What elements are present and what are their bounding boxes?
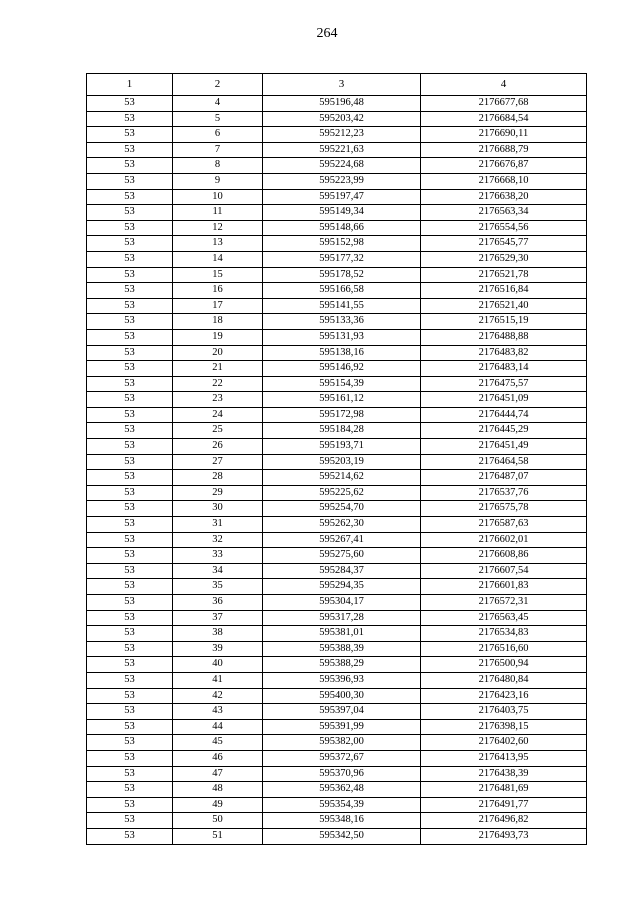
table-cell-col2: 8 xyxy=(173,158,263,174)
table-cell-col1: 53 xyxy=(87,407,173,423)
table-cell-col2: 26 xyxy=(173,439,263,455)
table-row xyxy=(87,376,587,392)
table-cell-col2: 46 xyxy=(173,750,263,766)
table-cell-col1: 53 xyxy=(87,267,173,283)
table-cell-col3: 595223,99 xyxy=(263,173,421,189)
table-cell-col3: 595397,04 xyxy=(263,704,421,720)
table-cell-col2: 6 xyxy=(173,127,263,143)
table-body xyxy=(87,96,587,845)
table-cell-col2: 22 xyxy=(173,376,263,392)
table-cell-col1: 53 xyxy=(87,766,173,782)
table-row xyxy=(87,392,587,408)
table-row xyxy=(87,454,587,470)
table-cell-col3: 595146,92 xyxy=(263,361,421,377)
table-cell-col1: 53 xyxy=(87,173,173,189)
table-cell-col4: 2176537,76 xyxy=(421,485,587,501)
table-cell-col1: 53 xyxy=(87,485,173,501)
table-cell-col2: 48 xyxy=(173,782,263,798)
table-cell-col4: 2176587,63 xyxy=(421,517,587,533)
table-row xyxy=(87,610,587,626)
table-cell-col2: 40 xyxy=(173,657,263,673)
table-cell-col4: 2176483,14 xyxy=(421,361,587,377)
table-cell-col4: 2176444,74 xyxy=(421,407,587,423)
table-cell-col4: 2176638,20 xyxy=(421,189,587,205)
table-cell-col4: 2176608,86 xyxy=(421,548,587,564)
table-cell-col4: 2176529,30 xyxy=(421,251,587,267)
table-cell-col4: 2176451,09 xyxy=(421,392,587,408)
table-cell-col3: 595166,58 xyxy=(263,283,421,299)
table-cell-col4: 2176488,88 xyxy=(421,329,587,345)
table-cell-col1: 53 xyxy=(87,797,173,813)
table-cell-col3: 595400,30 xyxy=(263,688,421,704)
table-cell-col2: 5 xyxy=(173,111,263,127)
table-cell-col4: 2176483,82 xyxy=(421,345,587,361)
table-cell-col2: 19 xyxy=(173,329,263,345)
table-cell-col4: 2176575,78 xyxy=(421,501,587,517)
table-cell-col2: 4 xyxy=(173,96,263,112)
table-cell-col2: 37 xyxy=(173,610,263,626)
table-row xyxy=(87,532,587,548)
table-cell-col2: 32 xyxy=(173,532,263,548)
table-cell-col2: 28 xyxy=(173,470,263,486)
table-cell-col2: 31 xyxy=(173,517,263,533)
table-cell-col2: 44 xyxy=(173,719,263,735)
table-cell-col2: 20 xyxy=(173,345,263,361)
table-cell-col3: 595177,32 xyxy=(263,251,421,267)
table-cell-col2: 43 xyxy=(173,704,263,720)
table-cell-col2: 42 xyxy=(173,688,263,704)
table-cell-col4: 2176690,11 xyxy=(421,127,587,143)
table-cell-col3: 595396,93 xyxy=(263,672,421,688)
table-row xyxy=(87,828,587,844)
table-cell-col3: 595214,62 xyxy=(263,470,421,486)
table-cell-col3: 595275,60 xyxy=(263,548,421,564)
table-cell-col1: 53 xyxy=(87,563,173,579)
table-cell-col4: 2176451,49 xyxy=(421,439,587,455)
table-cell-col1: 53 xyxy=(87,142,173,158)
table-cell-col3: 595225,62 xyxy=(263,485,421,501)
table-row xyxy=(87,236,587,252)
table-row xyxy=(87,563,587,579)
table-cell-col3: 595184,28 xyxy=(263,423,421,439)
table-cell-col3: 595224,68 xyxy=(263,158,421,174)
table-cell-col2: 34 xyxy=(173,563,263,579)
table-cell-col4: 2176572,31 xyxy=(421,595,587,611)
table-cell-col4: 2176534,83 xyxy=(421,626,587,642)
table-cell-col2: 45 xyxy=(173,735,263,751)
table-cell-col3: 595284,37 xyxy=(263,563,421,579)
table-cell-col1: 53 xyxy=(87,454,173,470)
table-cell-col4: 2176601,83 xyxy=(421,579,587,595)
table-cell-col3: 595141,55 xyxy=(263,298,421,314)
table-cell-col2: 16 xyxy=(173,283,263,299)
table-row xyxy=(87,111,587,127)
table-row xyxy=(87,595,587,611)
table-cell-col2: 14 xyxy=(173,251,263,267)
table-cell-col4: 2176413,95 xyxy=(421,750,587,766)
table-cell-col3: 595197,47 xyxy=(263,189,421,205)
table-cell-col3: 595262,30 xyxy=(263,517,421,533)
table-cell-col1: 53 xyxy=(87,782,173,798)
table-cell-col1: 53 xyxy=(87,735,173,751)
table-cell-col2: 10 xyxy=(173,189,263,205)
table-cell-col4: 2176668,10 xyxy=(421,173,587,189)
table-cell-col4: 2176398,15 xyxy=(421,719,587,735)
table-row xyxy=(87,688,587,704)
table-cell-col3: 595381,01 xyxy=(263,626,421,642)
table-cell-col3: 595138,16 xyxy=(263,345,421,361)
table-cell-col4: 2176545,77 xyxy=(421,236,587,252)
table-cell-col1: 53 xyxy=(87,641,173,657)
table-cell-col4: 2176496,82 xyxy=(421,813,587,829)
table-cell-col2: 39 xyxy=(173,641,263,657)
table-cell-col1: 53 xyxy=(87,657,173,673)
table-cell-col4: 2176423,16 xyxy=(421,688,587,704)
table-cell-col4: 2176521,40 xyxy=(421,298,587,314)
table-cell-col3: 595148,66 xyxy=(263,220,421,236)
table-cell-col2: 17 xyxy=(173,298,263,314)
table-cell-col3: 595178,52 xyxy=(263,267,421,283)
table-cell-col3: 595294,35 xyxy=(263,579,421,595)
table-cell-col2: 9 xyxy=(173,173,263,189)
table-cell-col1: 53 xyxy=(87,96,173,112)
table-cell-col4: 2176402,60 xyxy=(421,735,587,751)
table-row xyxy=(87,797,587,813)
table-cell-col4: 2176481,69 xyxy=(421,782,587,798)
table-row xyxy=(87,672,587,688)
table-cell-col3: 595391,99 xyxy=(263,719,421,735)
table-row xyxy=(87,439,587,455)
table-cell-col4: 2176563,34 xyxy=(421,205,587,221)
table-cell-col3: 595212,23 xyxy=(263,127,421,143)
table-cell-col2: 24 xyxy=(173,407,263,423)
table-cell-col1: 53 xyxy=(87,532,173,548)
table-row xyxy=(87,173,587,189)
table-cell-col3: 595149,34 xyxy=(263,205,421,221)
table-row xyxy=(87,735,587,751)
table-row xyxy=(87,361,587,377)
table-cell-col3: 595254,70 xyxy=(263,501,421,517)
header-cell-col1: 1 xyxy=(87,74,173,96)
table-cell-col1: 53 xyxy=(87,158,173,174)
table-cell-col3: 595267,41 xyxy=(263,532,421,548)
table-cell-col1: 53 xyxy=(87,501,173,517)
table-cell-col4: 2176403,75 xyxy=(421,704,587,720)
table-row xyxy=(87,329,587,345)
table-cell-col4: 2176688,79 xyxy=(421,142,587,158)
table-cell-col3: 595370,96 xyxy=(263,766,421,782)
table-cell-col3: 595388,39 xyxy=(263,641,421,657)
table-cell-col1: 53 xyxy=(87,595,173,611)
table-cell-col2: 21 xyxy=(173,361,263,377)
table-cell-col3: 595203,19 xyxy=(263,454,421,470)
table-cell-col3: 595354,39 xyxy=(263,797,421,813)
table-cell-col1: 53 xyxy=(87,127,173,143)
table-row xyxy=(87,205,587,221)
coordinates-table xyxy=(86,73,587,845)
table-cell-col4: 2176438,39 xyxy=(421,766,587,782)
table-cell-col4: 2176500,94 xyxy=(421,657,587,673)
table-row xyxy=(87,641,587,657)
table-cell-col1: 53 xyxy=(87,189,173,205)
table-cell-col2: 36 xyxy=(173,595,263,611)
table-cell-col1: 53 xyxy=(87,111,173,127)
table-cell-col3: 595388,29 xyxy=(263,657,421,673)
table-row xyxy=(87,766,587,782)
table-cell-col1: 53 xyxy=(87,376,173,392)
header-row xyxy=(87,74,587,96)
table-cell-col4: 2176516,60 xyxy=(421,641,587,657)
table-cell-col3: 595362,48 xyxy=(263,782,421,798)
table-cell-col1: 53 xyxy=(87,470,173,486)
table-row xyxy=(87,142,587,158)
table-cell-col3: 595152,98 xyxy=(263,236,421,252)
table-cell-col1: 53 xyxy=(87,283,173,299)
table-row xyxy=(87,267,587,283)
table-cell-col4: 2176563,45 xyxy=(421,610,587,626)
table-cell-col2: 33 xyxy=(173,548,263,564)
table-cell-col2: 27 xyxy=(173,454,263,470)
table-cell-col1: 53 xyxy=(87,517,173,533)
table-cell-col1: 53 xyxy=(87,750,173,766)
table-cell-col4: 2176554,56 xyxy=(421,220,587,236)
table-cell-col1: 53 xyxy=(87,205,173,221)
table-row xyxy=(87,470,587,486)
table-cell-col1: 53 xyxy=(87,579,173,595)
table-cell-col2: 25 xyxy=(173,423,263,439)
table-cell-col2: 38 xyxy=(173,626,263,642)
table-row xyxy=(87,813,587,829)
table-row xyxy=(87,127,587,143)
table-cell-col3: 595131,93 xyxy=(263,329,421,345)
table-cell-col3: 595133,36 xyxy=(263,314,421,330)
table-cell-col1: 53 xyxy=(87,345,173,361)
table-cell-col2: 23 xyxy=(173,392,263,408)
table-cell-col1: 53 xyxy=(87,439,173,455)
page-number: 264 xyxy=(316,26,338,41)
table-cell-col4: 2176521,78 xyxy=(421,267,587,283)
table-row xyxy=(87,283,587,299)
table-cell-col4: 2176684,54 xyxy=(421,111,587,127)
table-cell-col3: 595342,50 xyxy=(263,828,421,844)
table-cell-col2: 49 xyxy=(173,797,263,813)
table-cell-col3: 595203,42 xyxy=(263,111,421,127)
table-row xyxy=(87,345,587,361)
table-cell-col3: 595382,00 xyxy=(263,735,421,751)
table-cell-col3: 595348,16 xyxy=(263,813,421,829)
table-row xyxy=(87,314,587,330)
table-cell-col3: 595172,98 xyxy=(263,407,421,423)
table-cell-col2: 51 xyxy=(173,828,263,844)
table-cell-col3: 595193,71 xyxy=(263,439,421,455)
table-row xyxy=(87,220,587,236)
table-cell-col4: 2176677,68 xyxy=(421,96,587,112)
table-cell-col2: 7 xyxy=(173,142,263,158)
table-cell-col4: 2176475,57 xyxy=(421,376,587,392)
table-cell-col3: 595196,48 xyxy=(263,96,421,112)
table-row xyxy=(87,407,587,423)
table-row xyxy=(87,189,587,205)
table-cell-col4: 2176676,87 xyxy=(421,158,587,174)
table-row xyxy=(87,750,587,766)
table-cell-col1: 53 xyxy=(87,828,173,844)
table-cell-col2: 30 xyxy=(173,501,263,517)
table-row xyxy=(87,96,587,112)
table-cell-col4: 2176491,77 xyxy=(421,797,587,813)
table-row xyxy=(87,626,587,642)
table-cell-col1: 53 xyxy=(87,626,173,642)
table-cell-col2: 41 xyxy=(173,672,263,688)
table-cell-col1: 53 xyxy=(87,220,173,236)
table-row xyxy=(87,501,587,517)
table-cell-col2: 15 xyxy=(173,267,263,283)
header-cell-col4: 4 xyxy=(421,74,587,96)
table-cell-col1: 53 xyxy=(87,329,173,345)
table-row xyxy=(87,158,587,174)
table-cell-col1: 53 xyxy=(87,610,173,626)
table-row xyxy=(87,579,587,595)
table-cell-col2: 50 xyxy=(173,813,263,829)
table-row xyxy=(87,704,587,720)
table-row xyxy=(87,517,587,533)
table-row xyxy=(87,719,587,735)
table-cell-col3: 595317,28 xyxy=(263,610,421,626)
table-cell-col4: 2176516,84 xyxy=(421,283,587,299)
table-cell-col3: 595221,63 xyxy=(263,142,421,158)
table-cell-col1: 53 xyxy=(87,548,173,564)
table-cell-col1: 53 xyxy=(87,672,173,688)
table-row xyxy=(87,485,587,501)
table-cell-col2: 12 xyxy=(173,220,263,236)
table-cell-col1: 53 xyxy=(87,392,173,408)
table-cell-col1: 53 xyxy=(87,361,173,377)
table-row xyxy=(87,423,587,439)
table-cell-col2: 18 xyxy=(173,314,263,330)
table-cell-col4: 2176445,29 xyxy=(421,423,587,439)
table-cell-col4: 2176493,73 xyxy=(421,828,587,844)
table-cell-col1: 53 xyxy=(87,298,173,314)
table-cell-col4: 2176487,07 xyxy=(421,470,587,486)
table-cell-col4: 2176464,58 xyxy=(421,454,587,470)
table-cell-col4: 2176480,84 xyxy=(421,672,587,688)
table-cell-col3: 595372,67 xyxy=(263,750,421,766)
table-row xyxy=(87,298,587,314)
table-cell-col1: 53 xyxy=(87,704,173,720)
table-cell-col2: 47 xyxy=(173,766,263,782)
header-cell-col2: 2 xyxy=(173,74,263,96)
table-cell-col4: 2176515,19 xyxy=(421,314,587,330)
header-cell-col3: 3 xyxy=(263,74,421,96)
table-cell-col1: 53 xyxy=(87,251,173,267)
table-row xyxy=(87,251,587,267)
table-cell-col4: 2176602,01 xyxy=(421,532,587,548)
table-cell-col1: 53 xyxy=(87,688,173,704)
table-cell-col4: 2176607,54 xyxy=(421,563,587,579)
table-row xyxy=(87,548,587,564)
table-cell-col2: 11 xyxy=(173,205,263,221)
table-cell-col1: 53 xyxy=(87,314,173,330)
table-cell-col3: 595304,17 xyxy=(263,595,421,611)
table-row xyxy=(87,657,587,673)
table-header xyxy=(87,74,587,96)
table-cell-col1: 53 xyxy=(87,719,173,735)
table-cell-col1: 53 xyxy=(87,423,173,439)
table-cell-col2: 29 xyxy=(173,485,263,501)
table-cell-col3: 595154,39 xyxy=(263,376,421,392)
table-cell-col1: 53 xyxy=(87,813,173,829)
table-cell-col2: 13 xyxy=(173,236,263,252)
table-row xyxy=(87,782,587,798)
table-cell-col1: 53 xyxy=(87,236,173,252)
table-cell-col2: 35 xyxy=(173,579,263,595)
table-cell-col3: 595161,12 xyxy=(263,392,421,408)
